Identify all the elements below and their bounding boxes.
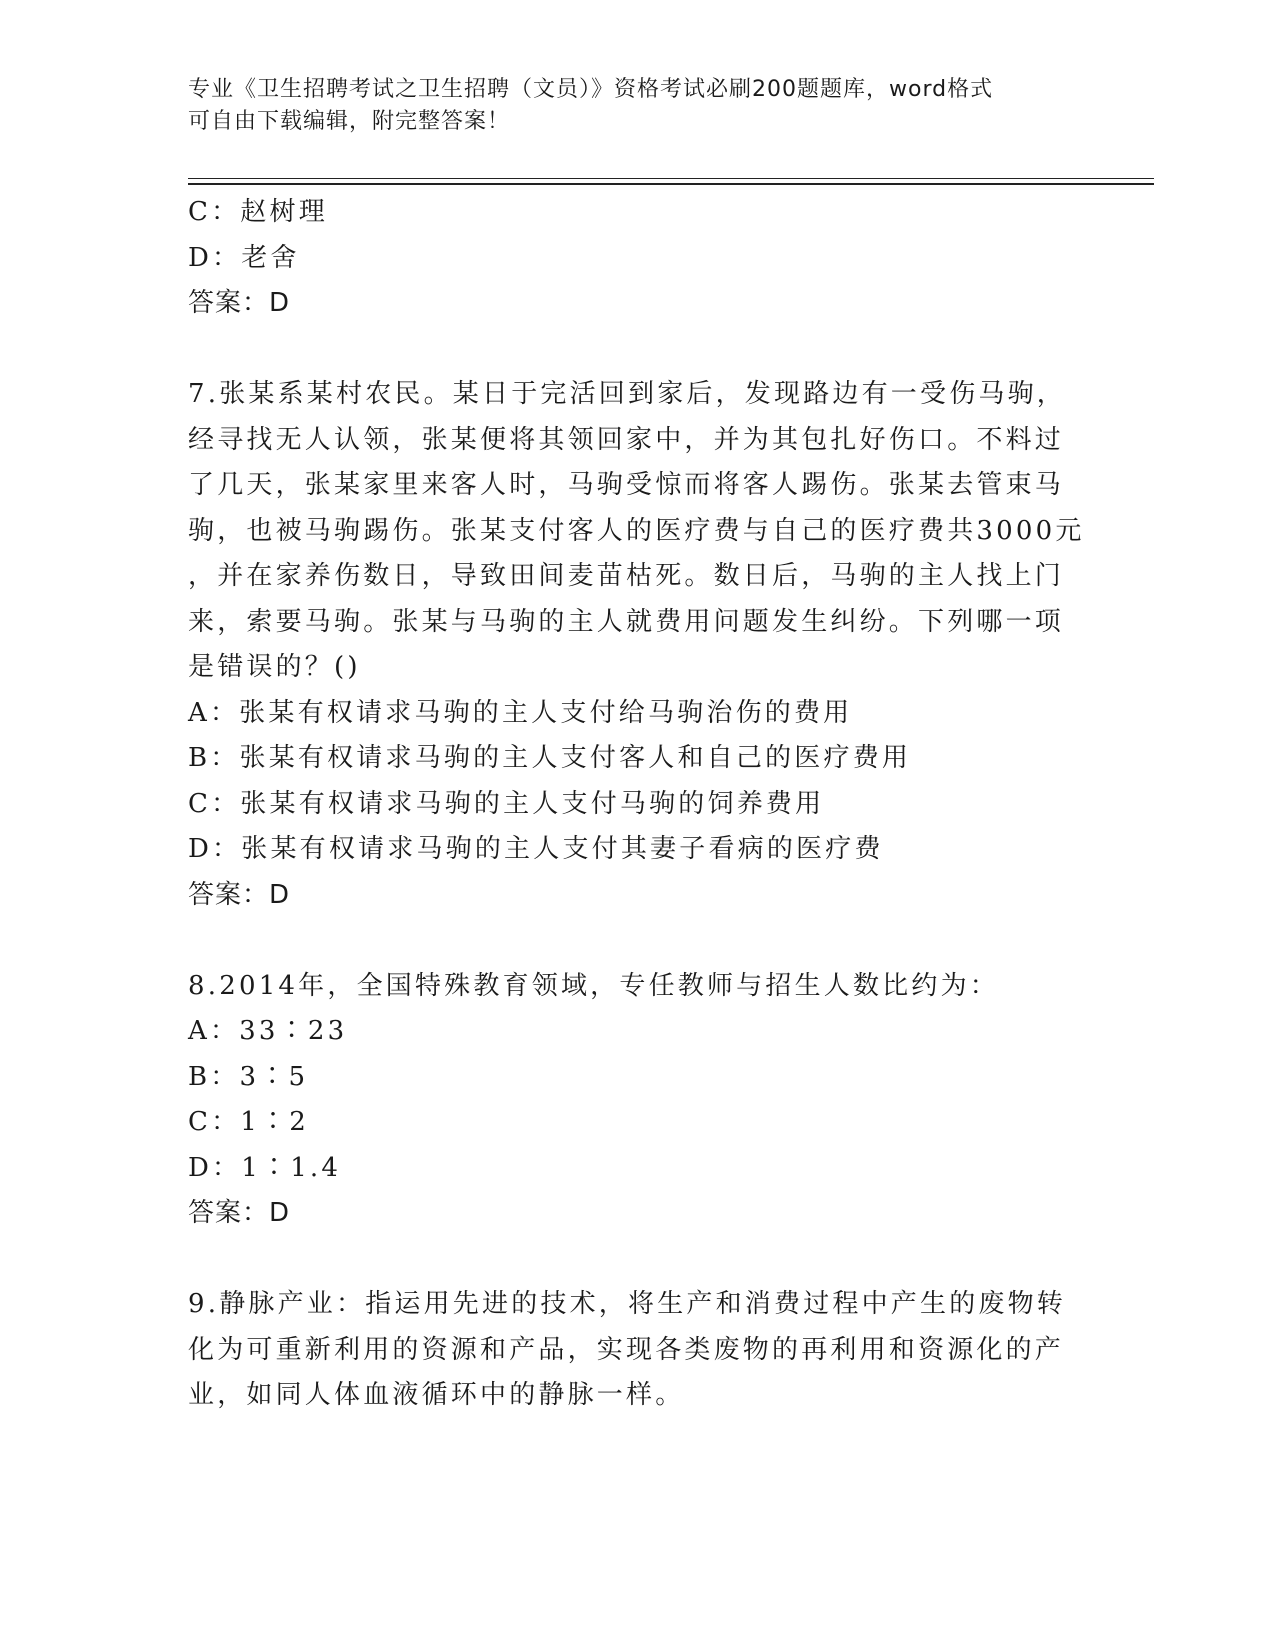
option-c: C：赵树理: [188, 197, 328, 227]
question-stem-line: ，并在家养伤数日，导致田间麦苗枯死。数日后，马驹的主人找上门: [188, 561, 1065, 591]
header-divider-thick: [188, 183, 1154, 185]
option-a: A：张某有权请求马驹的主人支付给马驹治伤的费用: [188, 697, 853, 728]
answer-line: 答案：D: [188, 288, 291, 318]
question-stem-line: 化为可重新利用的资源和产品，实现各类废物的再利用和资源化的产: [188, 1334, 1065, 1365]
option-d: D：1∶1.4: [188, 1152, 342, 1183]
answer-line: 答案：D: [188, 879, 291, 910]
question-stem-line: 9.静脉产业：指运用先进的技术，将生产和消费过程中产生的废物转: [188, 1289, 1067, 1319]
document-header: [188, 74, 1068, 138]
option-a: A：33∶23: [188, 1016, 348, 1046]
question-stem-line: 了几天，张某家里来客人时，马驹受惊而将客人踢伤。张某去管束马: [188, 470, 1065, 500]
question-stem-line: 8.2014年，全国特殊教育领域，专任教师与招生人数比约为：: [188, 970, 999, 1001]
question-8: [188, 964, 1068, 1237]
question-7: [188, 372, 1085, 918]
question-stem-line: 来，索要马驹。张某与马驹的主人就费用问题发生纠纷。下列哪一项: [188, 606, 1065, 637]
option-d: D：张某有权请求马驹的主人支付其妻子看病的医疗费: [188, 834, 884, 864]
document-body: [188, 190, 1085, 1419]
header-divider-thin: [188, 178, 1154, 179]
option-b: B：张某有权请求马驹的主人支付客人和自己的医疗费用: [188, 743, 912, 773]
question-9: [188, 1282, 1068, 1419]
question-stem-line: 业，如同人体血液循环中的静脉一样。: [188, 1380, 685, 1410]
option-c: C：1∶2: [188, 1107, 309, 1137]
question-stem-line: 7.张某系某村农民。某日于完活回到家后，发现路边有一受伤马驹，: [188, 379, 1067, 409]
question-6-tail: [188, 190, 1068, 327]
answer-line: 答案：D: [188, 1198, 291, 1228]
spacer: [188, 1237, 1068, 1283]
question-stem-line: 驹，也被马驹踢伤。张某支付客人的医疗费与自己的医疗费共3000元: [188, 515, 1085, 546]
option-b: B：3∶5: [188, 1061, 309, 1092]
header-line-1: 专业《卫生招聘考试之卫生招聘（文员）》资格考试必刷200题题库，word格式: [188, 77, 994, 102]
option-c: C：张某有权请求马驹的主人支付马驹的饲养费用: [188, 788, 825, 819]
option-d: D：老舍: [188, 242, 300, 273]
question-stem-line: 是错误的？(): [188, 652, 361, 682]
spacer: [188, 327, 1068, 373]
header-line-2: 可自由下载编辑，附完整答案！: [188, 109, 511, 134]
question-stem-line: 经寻找无人认领，张某便将其领回家中，并为其包扎好伤口。不料过: [188, 424, 1065, 455]
spacer: [188, 918, 1068, 964]
